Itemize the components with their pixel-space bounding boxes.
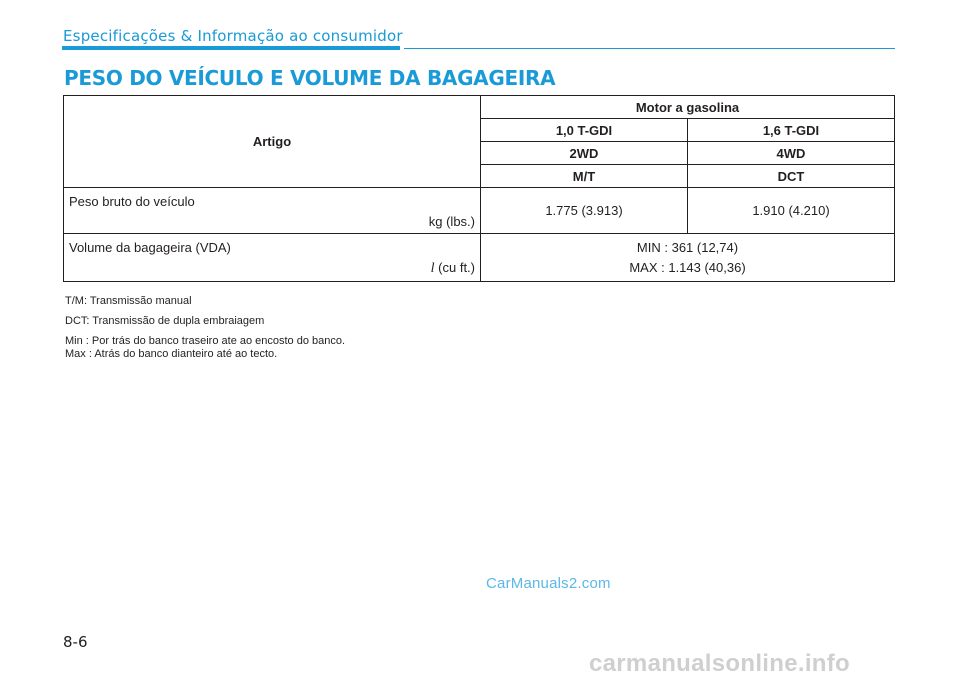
note: DCT: Transmissão de dupla embraiagem <box>65 315 265 327</box>
note: T/M: Transmissão manual <box>65 295 192 307</box>
liter-symbol: l <box>430 261 435 276</box>
volume-max: MAX : 1.143 (40,36) <box>629 259 746 275</box>
header-rule-thick <box>62 46 400 50</box>
notes <box>65 295 345 368</box>
transmission-header: M/T <box>481 165 688 188</box>
section-title: Especificações & Informação ao consumidor <box>63 27 403 45</box>
volume-min: MIN : 361 (12,74) <box>636 239 739 255</box>
note: Min : Por trás do banco traseiro ate ao encosto do banco. <box>65 335 346 347</box>
volume-unit <box>431 260 475 277</box>
page-title: PESO DO VEÍCULO E VOLUME DA BAGAGEIRA <box>64 66 556 90</box>
table-row <box>64 188 895 234</box>
engine-header: 1,0 T-GDI <box>481 119 688 142</box>
drive-header: 4WD <box>688 142 895 165</box>
engine-type-header: Motor a gasolina <box>481 96 895 119</box>
volume-unit-text: (cu ft.) <box>434 260 475 275</box>
volume-label-cell <box>64 234 481 282</box>
table-row <box>64 96 895 119</box>
artigo-header: Artigo <box>64 96 481 188</box>
spec-table <box>63 95 895 282</box>
volume-label: Volume da bagageira (VDA) <box>69 240 231 255</box>
drive-header: 2WD <box>481 142 688 165</box>
volume-value <box>481 234 895 282</box>
peso-label: Peso bruto do veículo <box>69 194 195 209</box>
peso-value: 1.775 (3.913) <box>481 188 688 234</box>
header-rule-thin <box>404 48 895 49</box>
peso-unit: kg (lbs.) <box>428 214 475 229</box>
page-number: 8-6 <box>63 633 88 651</box>
table-row <box>64 234 895 282</box>
note: Max : Atrás do banco dianteiro até ao tecto. <box>65 348 278 360</box>
transmission-header: DCT <box>688 165 895 188</box>
peso-label-cell <box>64 188 481 234</box>
engine-header: 1,6 T-GDI <box>688 119 895 142</box>
watermark: CarManuals2.com <box>486 575 611 592</box>
footer-watermark: carmanualsonline.info <box>589 650 851 677</box>
peso-value: 1.910 (4.210) <box>688 188 895 234</box>
